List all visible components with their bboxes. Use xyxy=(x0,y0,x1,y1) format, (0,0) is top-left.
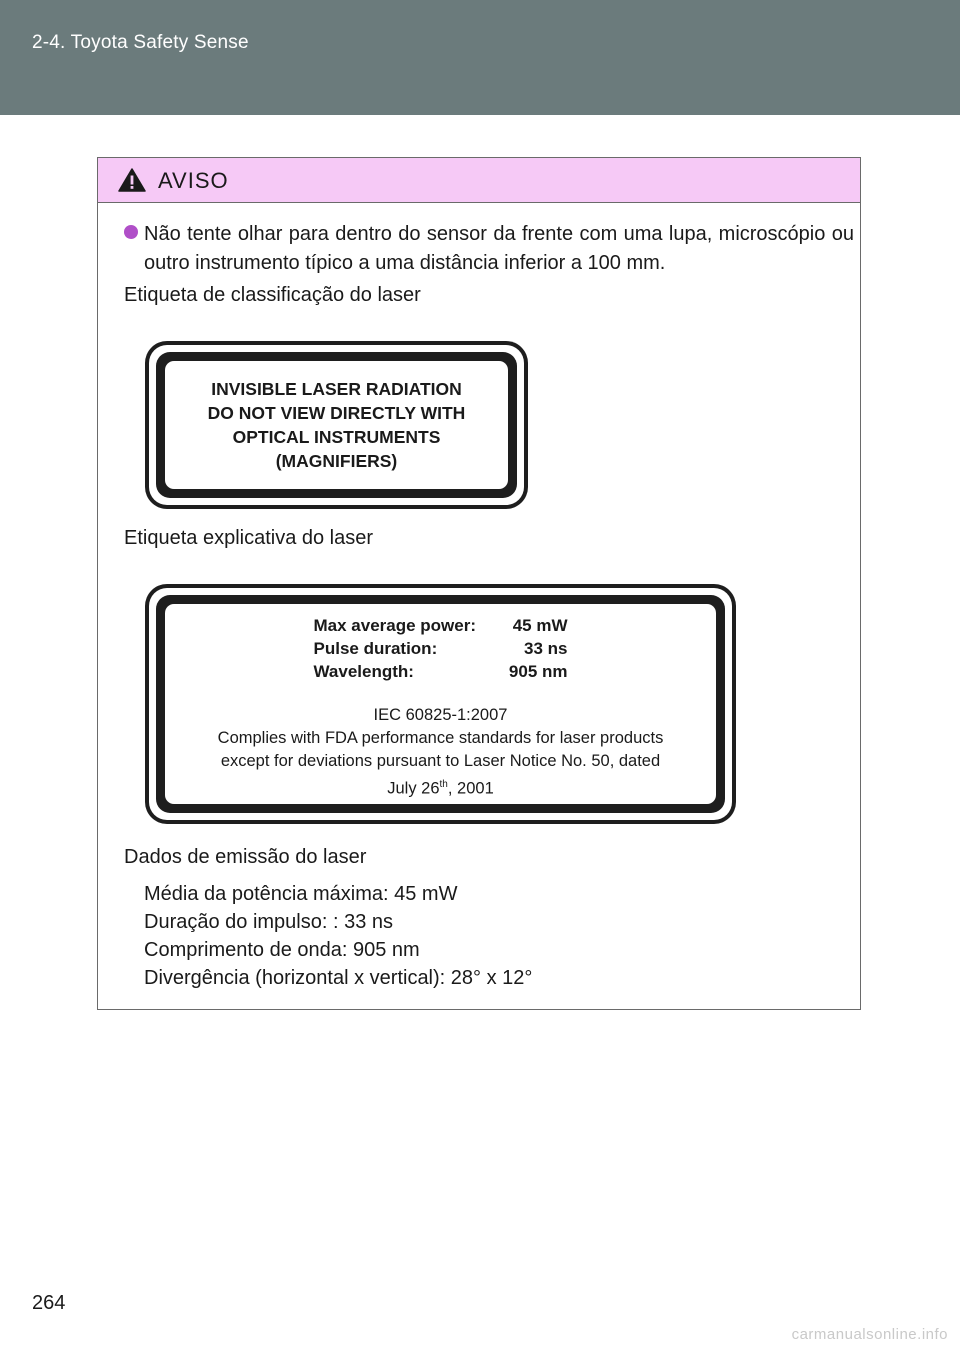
laser-spec-table xyxy=(165,614,716,683)
classification-caption: Etiqueta de classificação do laser xyxy=(124,284,421,306)
spec-row xyxy=(165,614,716,637)
page-number: 264 xyxy=(32,1292,66,1314)
spec-value: 33 ns xyxy=(524,639,568,658)
explanatory-label-face xyxy=(165,604,716,804)
warning-title: AVISO xyxy=(158,168,229,193)
classification-label-face xyxy=(165,361,508,489)
warning-bullet-text: Não tente olhar para dentro do sensor da frente com uma lupa, microscópio ou outro instrumento típico a uma distância inferior a 100 mm. xyxy=(144,223,854,274)
warning-header xyxy=(98,158,860,203)
watermark: carmanualsonline.info xyxy=(791,1326,948,1343)
spec-key: Wavelength: xyxy=(313,662,414,681)
laser-classification-label xyxy=(145,341,528,509)
warning-box xyxy=(97,157,861,1010)
classification-line: OPTICAL INSTRUMENTS xyxy=(232,427,441,447)
warning-bullet xyxy=(124,220,854,278)
emission-caption: Dados de emissão do laser xyxy=(124,846,367,868)
spec-key: Max average power: xyxy=(313,616,477,635)
warning-triangle-icon xyxy=(118,168,146,192)
emission-item: Duração do impulso: : 33 ns xyxy=(144,911,394,933)
classification-line: DO NOT VIEW DIRECTLY WITH xyxy=(207,403,466,423)
date-year: , 2001 xyxy=(447,779,494,798)
bullet-dot-icon xyxy=(124,225,138,239)
compliance-line-1: Complies with FDA performance standards for laser products xyxy=(217,729,664,747)
emission-item: Divergência (horizontal x vertical): 28° x 12° xyxy=(144,967,533,989)
classification-line: (MAGNIFIERS) xyxy=(275,451,398,471)
spec-value: 45 mW xyxy=(512,616,568,635)
compliance-block xyxy=(165,704,716,801)
explanatory-caption: Etiqueta explicativa do laser xyxy=(124,527,374,549)
standard-reference: IEC 60825-1:2007 xyxy=(373,706,508,724)
section-title: 2-4. Toyota Safety Sense xyxy=(32,32,249,53)
emission-data-list xyxy=(144,880,532,992)
spec-row xyxy=(165,637,716,660)
emission-item: Comprimento de onda: 905 nm xyxy=(144,939,420,961)
spec-value: 905 nm xyxy=(508,662,568,681)
spec-key: Pulse duration: xyxy=(313,639,438,658)
section-header xyxy=(0,0,960,115)
classification-line: INVISIBLE LASER RADIATION xyxy=(211,379,462,399)
compliance-line-2: except for deviations pursuant to Laser Notice No. 50, dated xyxy=(220,752,661,770)
spec-row xyxy=(165,660,716,683)
date-ordinal: th xyxy=(439,779,448,790)
laser-explanatory-label xyxy=(145,584,736,824)
compliance-date xyxy=(165,773,716,801)
emission-item: Média da potência máxima: 45 mW xyxy=(144,883,458,905)
date-prefix: July 26 xyxy=(387,779,440,798)
